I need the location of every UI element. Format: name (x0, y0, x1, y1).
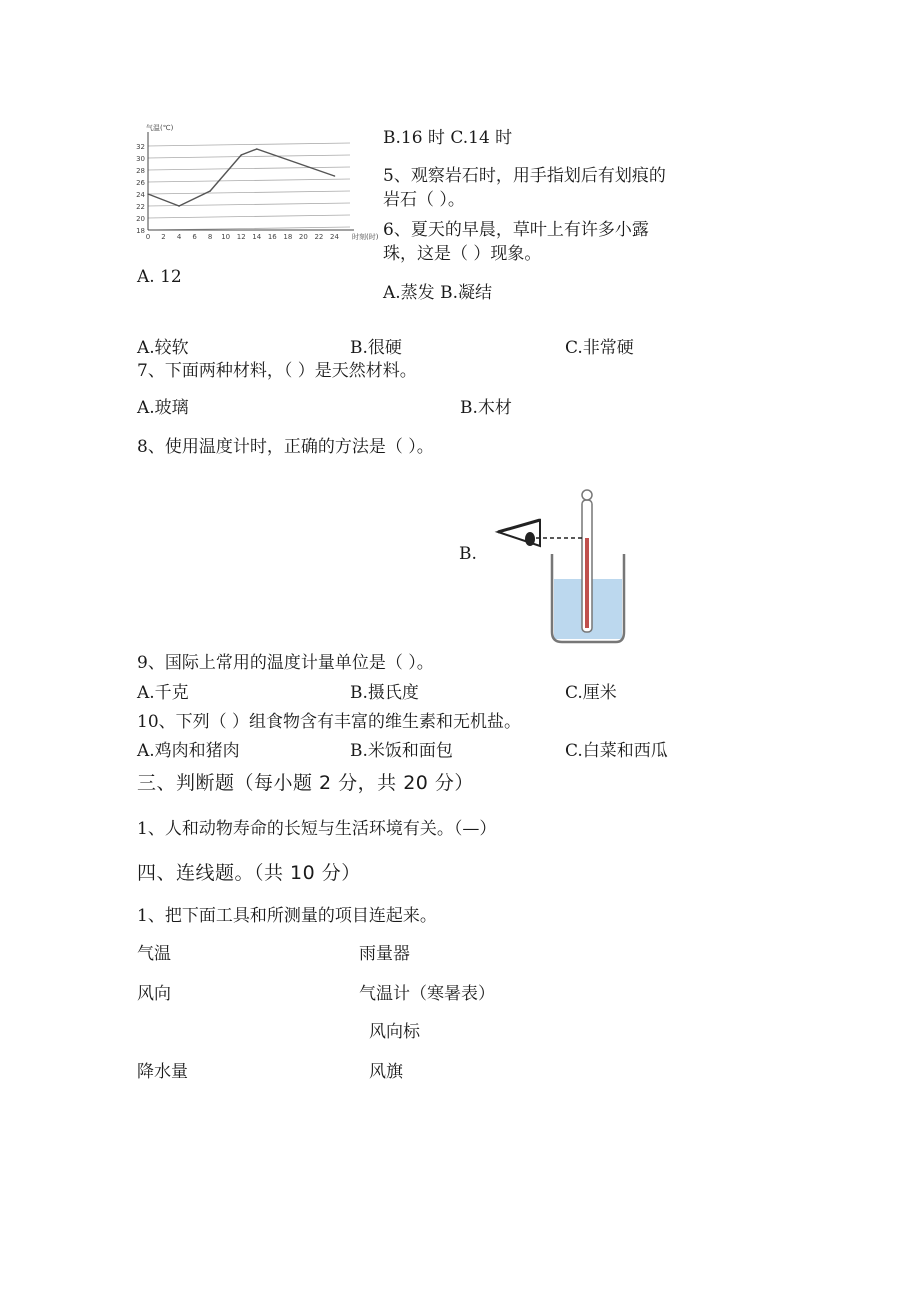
chart-gridline (148, 167, 350, 170)
q5-option-c: C.非常硬 (565, 338, 634, 358)
chart-gridline (148, 191, 350, 194)
q6-stem-line1: 6、夏天的早晨，草叶上有许多小露 (383, 220, 649, 240)
q4-options-bc: B.16 时 C.14 时 (383, 128, 513, 148)
q10-option-a: A.鸡肉和猪肉 (137, 741, 240, 761)
chart-x-axis-label: 时刻(时) (352, 233, 379, 241)
chart-y-tick-label: 18 (136, 227, 145, 235)
q9-option-b: B.摄氏度 (350, 683, 419, 703)
chart-x-tick-label: 14 (252, 233, 262, 241)
q5-option-a: A.较软 (137, 338, 189, 358)
chart-x-tick-label: 18 (283, 233, 293, 241)
chart-gridline (148, 143, 350, 146)
q5-stem-line1: 5、观察岩石时，用手指划后有划痕的 (383, 166, 666, 186)
q6-options: A.蒸发 B.凝结 (383, 283, 492, 303)
chart-x-tick-label: 2 (161, 233, 166, 241)
chart-y-axis-label: 气温(℃) (146, 124, 174, 132)
chart-data-point (147, 193, 149, 195)
q5-option-b: B.很硬 (350, 338, 402, 358)
q9-stem: 9、国际上常用的温度计量单位是（ ）。 (137, 653, 434, 673)
chart-y-tick-label: 32 (136, 143, 145, 151)
temperature-line-chart (128, 124, 386, 252)
chart-y-tick-label: 28 (136, 167, 145, 175)
match-right-item: 雨量器 (359, 944, 410, 964)
chart-x-tick-label: 10 (221, 233, 231, 241)
thermometer-mercury (585, 538, 589, 628)
q9-option-c: C.厘米 (565, 683, 617, 703)
chart-data-point (178, 205, 180, 207)
chart-data-point (240, 154, 242, 156)
chart-x-tick-label: 0 (145, 233, 151, 241)
chart-x-tick-label: 24 (330, 233, 339, 241)
chart-x-tick-label: 6 (192, 233, 197, 241)
chart-gridline (148, 215, 350, 218)
q7-option-a: A.玻璃 (137, 398, 189, 418)
q7-stem: 7、下面两种材料，（ ）是天然材料。 (137, 361, 417, 381)
match-right-item: 风向标 (369, 1022, 420, 1042)
match-left-item: 降水量 (137, 1062, 188, 1082)
section3-q1: 1、人和动物寿命的长短与生活环境有关。（—） (137, 819, 497, 839)
chart-y-tick-label: 22 (136, 203, 145, 211)
section4-heading: 四、连线题。（共 10 分） (137, 862, 361, 884)
match-right-item: 气温计（寒暑表） (359, 984, 495, 1004)
chart-gridline (148, 179, 350, 182)
chart-y-tick-label: 24 (136, 191, 145, 199)
q7-option-b: B.木材 (460, 398, 512, 418)
q5-stem-line2: 岩石（ ）。 (383, 190, 465, 210)
chart-gridline (148, 155, 350, 158)
thermometer-reading-figure (490, 486, 640, 648)
chart-x-tick-label: 16 (267, 233, 277, 241)
chart-y-tick-label: 26 (136, 179, 145, 187)
chart-y-tick-label: 30 (136, 155, 145, 163)
q10-option-c: C.白菜和西瓜 (565, 741, 668, 761)
chart-data-point (334, 175, 336, 177)
chart-x-tick-label: 4 (176, 233, 182, 241)
q4-option-a: A. 12 (137, 267, 182, 287)
chart-x-tick-label: 22 (314, 233, 324, 241)
q6-stem-line2: 珠，这是（ ）现象。 (383, 244, 542, 264)
chart-x-tick-label: 12 (236, 233, 246, 241)
section4-q1: 1、把下面工具和所测量的项目连起来。 (137, 906, 437, 926)
q10-stem: 10、下列（ ）组食物含有丰富的维生素和无机盐。 (137, 712, 522, 732)
q8-stem: 8、使用温度计时，正确的方法是（ ）。 (137, 437, 434, 457)
section3-heading: 三、判断题（每小题 2 分，共 20 分） (137, 772, 474, 794)
q9-option-a: A.千克 (137, 683, 189, 703)
chart-data-point (209, 190, 211, 192)
match-right-item: 风旗 (369, 1062, 403, 1082)
match-left-item: 气温 (137, 944, 171, 964)
chart-x-tick-label: 20 (298, 233, 308, 241)
q8-option-label: B. (459, 544, 477, 564)
chart-y-tick-label: 20 (136, 215, 145, 223)
match-left-item: 风向 (137, 984, 171, 1004)
eye-pupil (525, 532, 535, 546)
thermometer-top-ring (582, 490, 592, 500)
chart-data-point (256, 148, 258, 150)
q10-option-b: B.米饭和面包 (350, 741, 453, 761)
chart-x-tick-label: 8 (207, 233, 213, 241)
